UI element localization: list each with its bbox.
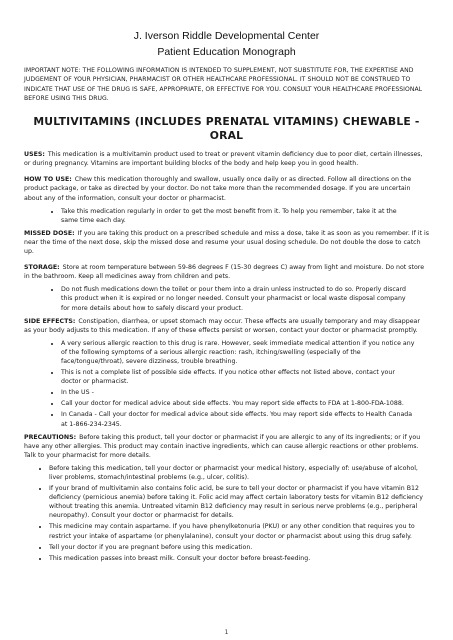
section-label: HOW TO USE: — [24, 176, 72, 184]
precautions-list — [24, 464, 429, 563]
document-header — [24, 28, 429, 60]
drug-title: MULTIVITAMINS (INCLUDES PRENATAL VITAMINS) CHEWABLE - ORAL — [33, 115, 420, 143]
list-item: • Do not flush medications down the toilet or pour them into a drain unless instructed to do so. Properly discard this product when it is expired or no longer needed. Consult your pharmacist or local waste disposal company for more details about how to safely discard your product. — [61, 285, 429, 312]
organization-name: J. Iverson Riddle Developmental Center — [133, 30, 320, 42]
list-item: • In the US - — [61, 388, 429, 397]
list-item: • This medication passes into breast milk. Consult your doctor before breast-feeding. — [49, 554, 429, 563]
section-label: USES: — [24, 151, 45, 159]
section-text: Constipation, diarrhea, or upset stomach may occur. These effects are usually temporary and may disappear as your body adjusts to this medication. If any of these effects persist or worsen, contact your doctor or pharmacist promptly. — [24, 317, 420, 334]
list-item: • This medicine may contain aspartame. If you have phenylketonuria (PKU) or any other condition that requires you to restrict your intake of aspartame (or phenylalanine), consult your doctor or pharmacist about using this drug safely. — [49, 522, 429, 540]
list-item: • If your brand of multivitamin also contains folic acid, be sure to tell your doctor or pharmacist if you have vitamin B12 deficiency (pernicious anemia) before taking it. Folic acid may affect certain laboratory tests for vitamin B12 deficiency without treating this anemia. Untreated vitamin B12 deficiency may result in serious nerve problems (e.g., peripheral neuropathy). Consult your doctor or pharmacist for details. — [49, 484, 429, 520]
list-item: • Before taking this medication, tell your doctor or pharmacist your medical history, especially of: use/abuse of alcohol, liver problems, stomach/intestinal problems (e.g., ulcer, colitis). — [49, 464, 429, 482]
list-item: • Call your doctor for medical advice about side effects. You may report side effects to FDA at 1-800-FDA-1088. — [61, 399, 429, 408]
list-item: • This is not a complete list of possible side effects. If you notice other effects not listed above, contact your doctor or pharmacist. — [61, 368, 429, 386]
section-label: MISSED DOSE: — [24, 229, 75, 237]
list-item: • A very serious allergic reaction to this drug is rare. However, seek immediate medical attention if you notice any of the following symptoms of a serious allergic reaction: rash, itching/swelling (especially of the face/tongue/throat), severe dizziness, trouble breathing. — [61, 339, 429, 366]
section-label: SIDE EFFECTS: — [24, 317, 76, 325]
section-uses — [24, 150, 429, 168]
section-text: This medication is a multivitamin product used to treat or prevent vitamin deficiency due to poor diet, certain illnesses, or during pregnancy. Vitamins are important building blocks of the body and help keep you in good health. — [24, 151, 423, 168]
section-storage — [24, 263, 429, 281]
storage-list — [24, 285, 429, 312]
section-how-to-use — [24, 175, 429, 202]
section-text: Before taking this product, tell your doctor or pharmacist if you are allergic to any of its ingredients; or if you have any other allergies. This product may contain inactive ingredients, which can cause allergic reactions or other problems. Talk to your pharmacist for more details. — [24, 433, 421, 459]
how-to-use-list — [24, 207, 429, 225]
document-type: Patient Education Monograph — [157, 46, 296, 58]
section-side-effects — [24, 317, 429, 335]
section-text: Chew this medication thoroughly and swallow, usually once daily or as directed. Follow all directions on the product package, or take as directed by your doctor. Do not take more than the recommended dosage. If you are uncertain about any of the information, consult your doctor or pharmacist. — [24, 176, 412, 202]
list-item: • In Canada - Call your doctor for medical advice about side effects. You may report side effects to Health Canada at 1-866-234-2345. — [61, 410, 429, 428]
section-missed-dose — [24, 229, 429, 256]
list-item: • Take this medication regularly in order to get the most benefit from it. To help you remember, take it at the same time each day. — [61, 207, 429, 225]
section-text: Store at room temperature between 59-86 degrees F (15-30 degrees C) away from light and moisture. Do not store in the bathroom. Keep all medicines away from children and pets. — [24, 264, 425, 281]
side-effects-list — [24, 339, 429, 429]
section-text: If you are taking this product on a prescribed schedule and miss a dose, take it as soon as you remember. If it is near the time of the next dose, skip the missed dose and resume your usual dosing schedule. Do not double the dose to catch up. — [24, 229, 430, 256]
list-item: • Tell your doctor if you are pregnant before using this medication. — [49, 543, 429, 552]
section-label: PRECAUTIONS: — [24, 433, 77, 441]
section-label: STORAGE: — [24, 264, 60, 272]
important-notice: IMPORTANT NOTE: THE FOLLOWING INFORMATION IS INTENDED TO SUPPLEMENT, NOT SUBSTITUTE FOR, THE EXPERTISE AND JUDGEMENT OF YOUR PHYSICIAN, PHARMACIST OR OTHER HEALTHCARE PROFESSIONAL. IT SHOULD NOT BE CONSTRUED TO INDICATE THAT USE OF THE DRUG IS SAFE, APPROPRIATE, OR EFFECTIVE FOR YOU. CONSULT YOUR HEALTHCARE PROFESSIONAL BEFORE USING THIS DRUG. — [24, 67, 423, 102]
section-precautions — [24, 433, 429, 460]
page-number: 1 — [224, 629, 229, 636]
